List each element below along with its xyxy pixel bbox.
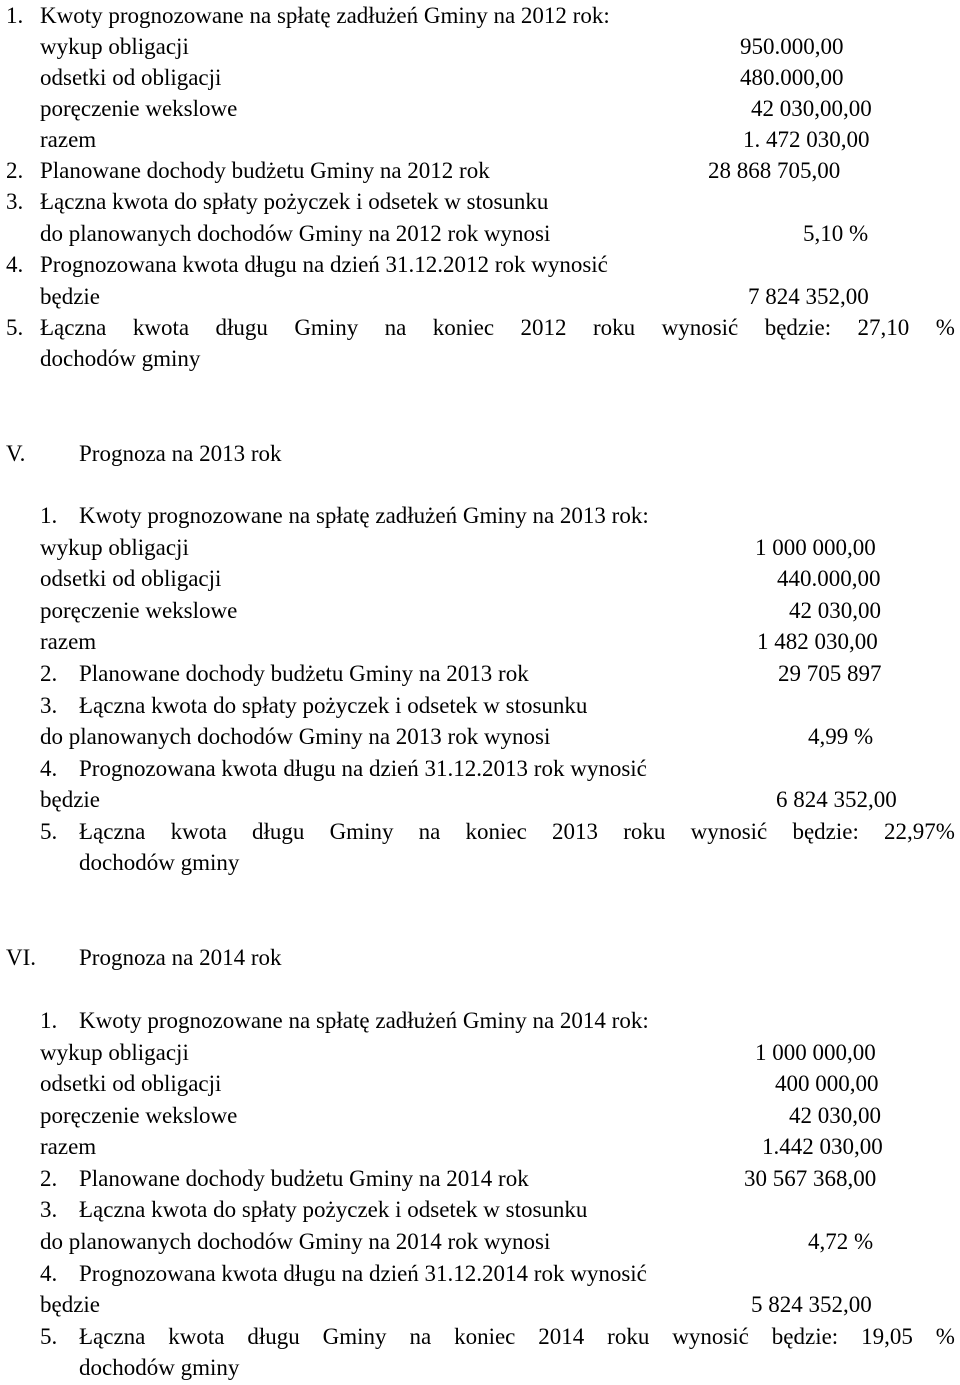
item-text: dochodów gminy [79,1355,240,1380]
row-label: odsetki od obligacji [40,1071,222,1096]
word: kwota [168,1324,225,1349]
row-label: wykup obligacji [40,34,189,59]
item-text: do planowanych dochodów Gminy na 2012 rok wynosi [40,221,551,246]
item-number: 3. [40,693,58,718]
word: Łączna [79,1324,146,1349]
word: wynosić [690,819,768,844]
word: koniec [454,1324,516,1349]
row-value: 400 000,00 [775,1071,879,1096]
section-title: Prognoza na 2013 rok [79,441,282,466]
word: długu [251,819,305,844]
row-value: 480.000,00 [740,65,844,90]
item-text: do planowanych dochodów Gminy na 2014 rok wynosi [40,1229,551,1254]
item-number: 4. [6,252,24,277]
row-label: razem [40,1134,97,1159]
word: 2014 [538,1324,585,1349]
item-text: będzie [40,787,101,812]
word: kwota [170,819,227,844]
item-number: 3. [6,189,24,214]
word: Łączna [40,315,107,340]
word: wynosić [672,1324,749,1349]
row-value: 1 000 000,00 [755,535,876,560]
row-value: 28 868 705,00 [708,158,841,183]
word: na [418,819,441,844]
row-value: 4,99 % [808,724,874,749]
row-value: 6 824 352,00 [776,787,897,812]
item-text: Kwoty prognozowane na spłatę zadłużeń Gminy na 2012 rok: [40,3,610,28]
item-number: 5. [40,819,58,844]
justified-line [79,820,955,843]
row-value: 30 567 368,00 [744,1166,877,1191]
item-number: 4. [40,1261,58,1286]
item-number: 1. [40,503,58,528]
item-text: dochodów gminy [40,346,201,371]
section-title: Prognoza na 2014 rok [79,945,282,970]
item-text: będzie [40,1292,101,1317]
item-number: 2. [40,1166,58,1191]
row-value: 1 482 030,00 [757,629,878,654]
word: Gminy [329,819,394,844]
item-number: 5. [40,1324,58,1349]
item-text: Planowane dochody budżetu Gminy na 2013 rok [79,661,529,686]
item-text: dochodów gminy [79,850,240,875]
word: roku [623,819,666,844]
word: będzie: [764,315,832,340]
item-number: 4. [40,756,58,781]
item-text: Kwoty prognozowane na spłatę zadłużeń Gminy na 2014 rok: [79,1008,649,1033]
word: Gminy [294,315,359,340]
row-label: poręczenie wekslowe [40,598,238,623]
row-label: poręczenie wekslowe [40,1103,238,1128]
word: długu [247,1324,300,1349]
row-value: 1.442 030,00 [762,1134,883,1159]
word: koniec [465,819,527,844]
item-text: Planowane dochody budżetu Gminy na 2012 rok [40,158,490,183]
row-value: 29 705 897 [778,661,882,686]
word: Gminy [322,1324,387,1349]
word: na [384,315,407,340]
row-value: 950.000,00 [740,34,844,59]
row-label: razem [40,127,97,152]
word: % [935,315,955,340]
item-number: 5. [6,315,24,340]
row-value: 42 030,00 [789,1103,881,1128]
item-text: Łączna kwota do spłaty pożyczek i odsetek w stosunku [79,693,588,718]
row-label: wykup obligacji [40,535,189,560]
row-value: 5 824 352,00 [751,1292,872,1317]
row-value: 1. 472 030,00 [743,127,870,152]
row-label: poręczenie wekslowe [40,96,238,121]
row-label: wykup obligacji [40,1040,189,1065]
word: wynosić [661,315,739,340]
word: 2013 [552,819,599,844]
word: 27,10 [857,315,910,340]
row-value: 440.000,00 [777,566,881,591]
item-number: 3. [40,1197,58,1222]
section-numeral: VI. [6,945,37,970]
item-text: Prognozowana kwota długu na dzień 31.12.2013 rok wynosić [79,756,647,781]
row-value: 5,10 % [803,221,869,246]
word: roku [607,1324,650,1349]
justified-line [40,316,955,339]
word: Łączna [79,819,146,844]
word: kwota [132,315,190,340]
item-number: 1. [6,3,24,28]
row-value: 42 030,00,00 [751,96,872,121]
item-text: Prognozowana kwota długu na dzień 31.12.2014 rok wynosić [79,1261,647,1286]
item-text: Kwoty prognozowane na spłatę zadłużeń Gminy na 2013 rok: [79,503,649,528]
row-value: 7 824 352,00 [748,284,869,309]
item-text: Łączna kwota do spłaty pożyczek i odsetek w stosunku [79,1197,588,1222]
justified-line [79,1325,955,1348]
word: długu [215,315,268,340]
item-text: Łączna kwota do spłaty pożyczek i odsetek w stosunku [40,189,549,214]
item-number: 2. [6,158,24,183]
item-text: Planowane dochody budżetu Gminy na 2014 rok [79,1166,529,1191]
item-text: do planowanych dochodów Gminy na 2013 rok wynosi [40,724,551,749]
word: 19,05 [861,1324,913,1349]
word: 22,97% [884,819,955,844]
row-value: 42 030,00 [789,598,881,623]
item-number: 1. [40,1008,58,1033]
word: będzie: [771,1324,839,1349]
word: będzie: [792,819,859,844]
row-value: 4,72 % [808,1229,874,1254]
section-numeral: V. [6,441,26,466]
row-label: razem [40,629,97,654]
word: koniec [432,315,495,340]
word: % [935,1324,955,1349]
word: na [409,1324,432,1349]
item-text: Prognozowana kwota długu na dzień 31.12.2012 rok wynosić [40,252,608,277]
row-label: odsetki od obligacji [40,65,222,90]
row-label: odsetki od obligacji [40,566,222,591]
word: 2012 [520,315,567,340]
row-value: 1 000 000,00 [755,1040,876,1065]
item-text: będzie [40,284,101,309]
item-number: 2. [40,661,58,686]
word: roku [592,315,636,340]
